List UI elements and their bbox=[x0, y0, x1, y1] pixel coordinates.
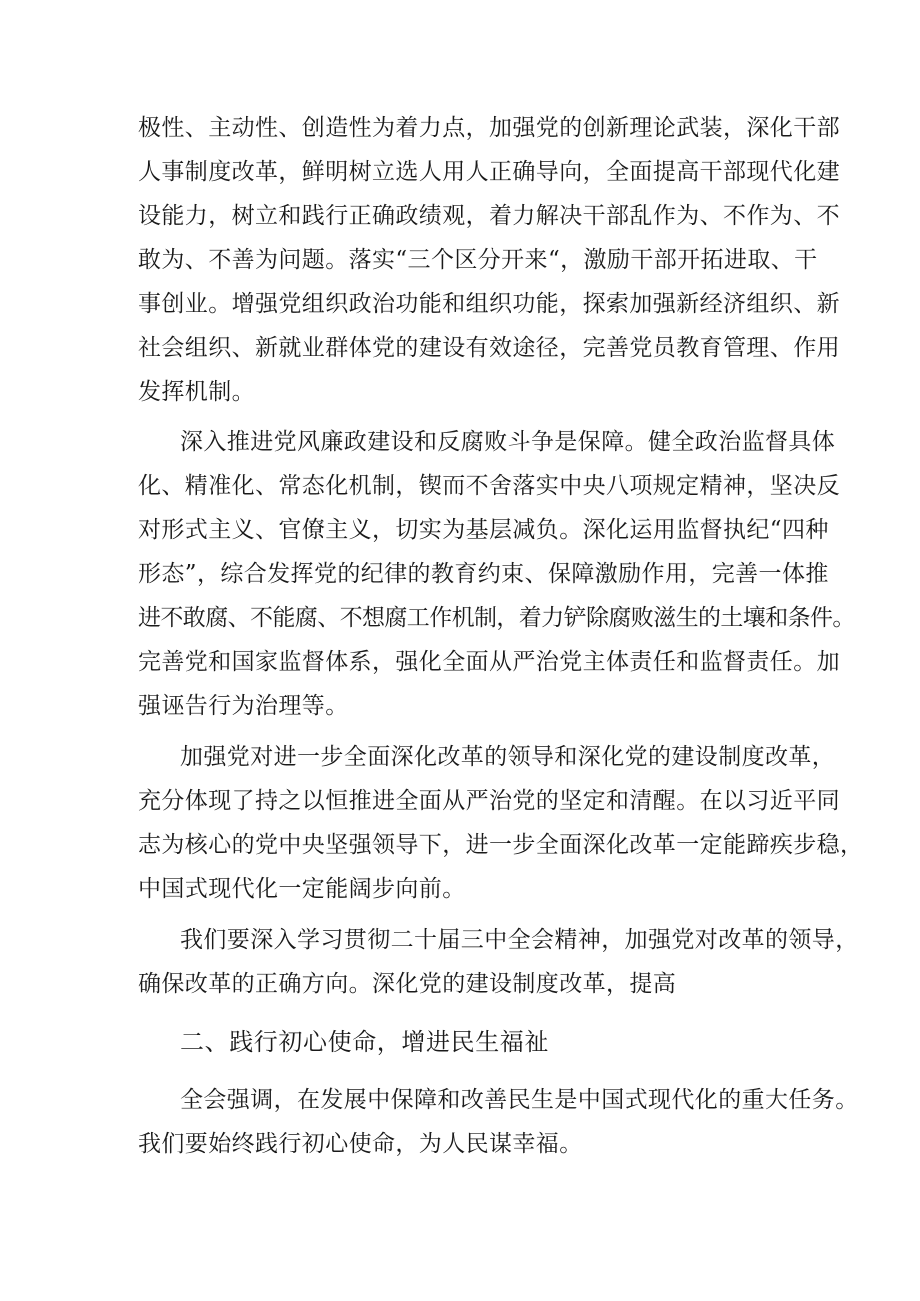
text-line: 事创业。增强党组织政治功能和组织功能，探索加强新经济组织、新 bbox=[138, 291, 840, 317]
text-line: 化、精准化、常态化机制，锲而不舍落实中央八项规定精神，坚决反 bbox=[138, 473, 840, 499]
text-line: 我们要始终践行初心使命，为人民谋幸福。 bbox=[138, 1131, 583, 1157]
text-line: 发挥机制。 bbox=[138, 379, 255, 405]
text-line: 极性、主动性、创造性为着力点，加强党的创新理论武装，深化干部 bbox=[138, 115, 840, 141]
text-line: 完善党和国家监督体系，强化全面从严治党主体责任和监督责任。加 bbox=[138, 649, 840, 675]
text-line: 深入推进党风廉政建设和反腐败斗争是保障。健全政治监督具体 bbox=[180, 429, 836, 455]
text-line: 我们要深入学习贯彻二十届三中全会精神，加强党对改革的领导， bbox=[180, 927, 859, 953]
text-line: 对形式主义、官僚主义，切实为基层减负。深化运用监督执纪“四种 bbox=[138, 517, 829, 543]
text-line: 进不敢腐、不能腐、不想腐工作机制，着力铲除腐败滋生的土壤和条件。 bbox=[138, 605, 855, 631]
text-line: 确保改革的正确方向。深化党的建设制度改革，提高 bbox=[138, 971, 677, 997]
text-line: 设能力，树立和践行正确政绩观，着力解决干部乱作为、不作为、不 bbox=[138, 203, 840, 229]
text-line: 中国式现代化一定能阔步向前。 bbox=[138, 876, 466, 902]
text-line: 加强党对进一步全面深化改革的领导和深化党的建设制度改革， bbox=[180, 744, 836, 770]
text-line: 充分体现了持之以恒推进全面从严治党的坚定和清醒。在以习近平同 bbox=[138, 788, 840, 814]
text-line: 形态”，综合发挥党的纪律的教育约束、保障激励作用，完善一体推 bbox=[138, 561, 829, 587]
text-line: 社会组织、新就业群体党的建设有效途径，完善党员教育管理、作用 bbox=[138, 335, 840, 361]
section-heading: 二、践行初心使命，增进民生福祉 bbox=[180, 1028, 549, 1056]
text-line: 强诬告行为治理等。 bbox=[138, 693, 349, 719]
text-line: 全会强调，在发展中保障和改善民生是中国式现代化的重大任务。 bbox=[180, 1087, 859, 1113]
text-line: 志为核心的党中央坚强领导下，进一步全面深化改革一定能蹄疾步稳， bbox=[138, 832, 864, 858]
text-line: 人事制度改革，鲜明树立选人用人正确导向，全面提高干部现代化建 bbox=[138, 159, 840, 185]
text-line: 敢为、不善为问题。落实“三个区分开来“，激励干部开拓进取、干 bbox=[138, 247, 818, 273]
